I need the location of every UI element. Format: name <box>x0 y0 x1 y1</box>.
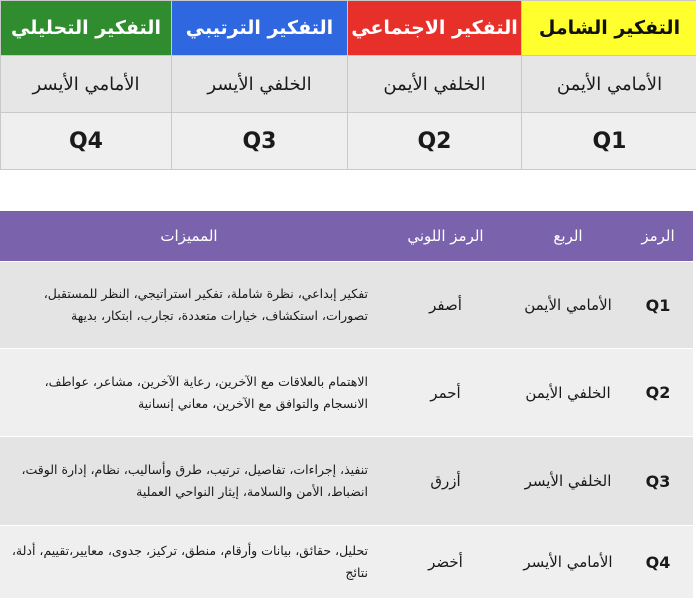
table-row <box>0 262 693 349</box>
column-header-color: الرمز اللوني <box>378 211 513 262</box>
quadrant-features-table <box>0 211 693 598</box>
row-code: Q3 <box>623 437 693 526</box>
quadrant-code-cell: Q3 <box>172 113 348 170</box>
thinking-style-analytical: التفكير التحليلي <box>1 1 172 56</box>
thinking-style-holistic: التفكير الشامل <box>522 1 696 56</box>
thinking-style-sequential: التفكير الترتيبي <box>172 1 348 56</box>
row-quadrant: الخلفي الأيمن <box>513 349 623 437</box>
row-color: أخضر <box>378 526 513 598</box>
table-row <box>0 437 693 526</box>
table-row <box>0 526 693 598</box>
row-quadrant: الأمامي الأيمن <box>513 262 623 349</box>
quadrant-row <box>1 56 696 113</box>
row-features: الاهتمام بالعلاقات مع الآخرين، رعاية الآخرين، مشاعر، عواطف، الانسجام والتوافق مع الآخرين، معاني إنسانية <box>0 349 378 437</box>
row-features: تنفيذ، إجراءات، تفاصيل، ترتيب، طرق وأساليب، نظام، إدارة الوقت، انضباط، الأمن والسلامة، إيثار النواحي العملية <box>0 437 378 526</box>
quadrant-cell: الأمامي الأيسر <box>1 56 172 113</box>
row-quadrant: الخلفي الأيسر <box>513 437 623 526</box>
column-header-features: المميزات <box>0 211 378 262</box>
thinking-styles-summary-table <box>0 0 696 170</box>
row-code: Q2 <box>623 349 693 437</box>
quadrant-cell: الخلفي الأيمن <box>348 56 522 113</box>
quadrant-code-row <box>1 113 696 170</box>
quadrant-code-cell: Q1 <box>522 113 696 170</box>
row-color: أزرق <box>378 437 513 526</box>
quadrant-cell: الخلفي الأيسر <box>172 56 348 113</box>
features-table-header-row <box>0 211 693 262</box>
row-quadrant: الأمامي الأيسر <box>513 526 623 598</box>
table-row <box>0 349 693 437</box>
column-header-quadrant: الربع <box>513 211 623 262</box>
row-features: تحليل، حقائق، بيانات وأرقام، منطق، تركيز، جدوى، معايير،تقييم، أدلة، نتائج <box>0 526 378 598</box>
row-code: Q4 <box>623 526 693 598</box>
row-features: تفكير إبداعي، نظرة شاملة، تفكير استراتيجي، النظر للمستقبل، تصورات، استكشاف، خيارات متعددة، تجارب، ابتكار، بديهة <box>0 262 378 349</box>
row-color: أحمر <box>378 349 513 437</box>
row-color: أصفر <box>378 262 513 349</box>
quadrant-cell: الأمامي الأيمن <box>522 56 696 113</box>
quadrant-code-cell: Q2 <box>348 113 522 170</box>
thinking-style-social: التفكير الاجتماعي <box>348 1 522 56</box>
thinking-style-header-row <box>1 1 696 56</box>
column-header-code: الرمز <box>623 211 693 262</box>
quadrant-code-cell: Q4 <box>1 113 172 170</box>
row-code: Q1 <box>623 262 693 349</box>
